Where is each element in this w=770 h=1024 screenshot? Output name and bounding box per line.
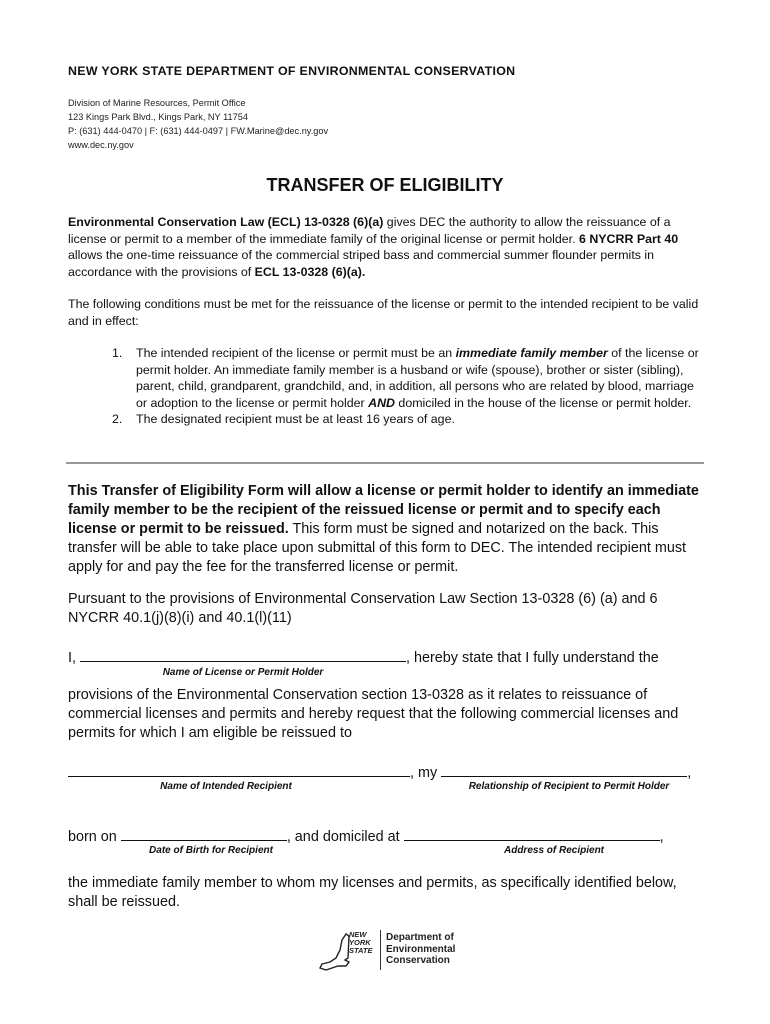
- statement-text: , hereby state that I fully understand the: [406, 650, 659, 666]
- recipient-name-caption: Name of Intended Recipient: [160, 781, 292, 792]
- comma-text: ,: [659, 829, 664, 845]
- conditions-list: [108, 345, 708, 428]
- recipient-line: [68, 763, 708, 783]
- address-line: 123 Kings Park Blvd., Kings Park, NY 11754: [68, 112, 248, 122]
- form-lead-paragraph: [68, 482, 708, 577]
- dept-word: Conservation: [386, 955, 450, 966]
- state-word: NEW: [349, 930, 367, 939]
- list-text: The designated recipient must be at least 16 years of age.: [136, 412, 455, 426]
- form-lead-text: This form must be signed and notarized on the back. This transfer will be able to take place upon submittal of this form to DEC. The intended recipient must apply for and pay the fee for the transferred license or permit.: [68, 521, 687, 575]
- state-word: YORK: [349, 938, 371, 947]
- holder-name-field[interactable]: [80, 648, 406, 662]
- holder-name-caption: Name of License or Permit Holder: [162, 667, 324, 678]
- section-divider: [66, 462, 704, 464]
- page-title: TRANSFER OF ELIGIBILITY: [266, 175, 504, 195]
- recipient-name-field[interactable]: [68, 763, 410, 777]
- conditions-paragraph: The following conditions must be met for the reissuance of the license or permit to the intended recipient to be valid and in effect:: [68, 297, 699, 328]
- dob-caption: Date of Birth for Recipient: [149, 845, 273, 856]
- division-line: Division of Marine Resources, Permit Office: [68, 98, 246, 108]
- dept-word: Environmental: [386, 943, 456, 955]
- list-emphasis: AND: [368, 395, 395, 410]
- intro-text-1: gives DEC the authority to allow the reissuance of a license or permit to a member of the immediate family of the original license or permit holder.: [68, 215, 671, 246]
- contact-line: P: (631) 444-0470 | F: (631) 444-0497 | FW.Marine@dec.ny.gov: [68, 126, 329, 136]
- relationship-caption: Relationship of Recipient to Permit Holder: [468, 781, 670, 792]
- list-text: domiciled in the house of the license or permit holder.: [394, 395, 692, 410]
- relationship-field[interactable]: [441, 763, 687, 777]
- office-info: [68, 96, 328, 152]
- logo-divider: [380, 930, 381, 970]
- website-line: www.dec.ny.gov: [68, 140, 134, 150]
- list-item: [108, 411, 708, 428]
- birth-domicile-line: [68, 827, 708, 847]
- new-york-state-outline-icon: [316, 928, 350, 972]
- comma-text: ,: [687, 765, 692, 781]
- list-number: 2.: [112, 412, 123, 426]
- nycrr-citation: 6 NYCRR Part 40: [579, 231, 679, 246]
- address-field[interactable]: [404, 827, 660, 841]
- form-lead-bold: This Transfer of Eligibility Form will allow a license or permit holder to identify an immediate family member to be the recipient of the reissued license or permit and to specify each license or permit to be reissued.: [68, 483, 699, 537]
- domiciled-text: , and domiciled at: [286, 829, 400, 845]
- i-prefix: I,: [68, 650, 76, 666]
- pursuant-paragraph: Pursuant to the provisions of Environmental Conservation Law Section 13-0328 (6) (a) and 6 NYCRR 40.1(j)(8)(i) and 40.1(l)(11): [68, 591, 658, 626]
- dept-wordmark: [386, 932, 455, 967]
- closing-paragraph: the immediate family member to whom my licenses and permits, as specifically identified below, shall be reissued.: [68, 875, 677, 910]
- holder-statement: [68, 648, 708, 668]
- list-item: [108, 345, 708, 411]
- list-text: of the license or permit holder. An immediate family member is a husband or wife (spouse), brother or sister (sibling), parent, child, grandparent, grandchild, and, in addition, all persons who are related by blood, marriage or adoption to the license or permit holder: [136, 346, 699, 410]
- my-text: , my: [410, 765, 438, 781]
- nys-dec-logo: [316, 928, 466, 974]
- address-caption: Address of Recipient: [503, 845, 605, 856]
- intro-paragraph: [68, 214, 708, 280]
- list-emphasis: immediate family member: [455, 346, 608, 360]
- ecl-citation: Environmental Conservation Law (ECL) 13-0328 (6)(a): [68, 215, 384, 229]
- dept-word: Department of: [386, 932, 454, 943]
- state-wordmark: [349, 931, 372, 955]
- list-text: The intended recipient of the license or permit must be an: [136, 346, 456, 360]
- agency-name: NEW YORK STATE DEPARTMENT OF ENVIRONMENTAL CONSERVATION: [68, 64, 516, 78]
- dob-field[interactable]: [121, 827, 287, 841]
- born-on-text: born on: [68, 829, 117, 845]
- intro-text-2: allows the one-time reissuance of the commercial striped bass and commercial summer flounder permits in accordance with the provisions of: [68, 248, 655, 279]
- list-number: 1.: [112, 346, 123, 360]
- state-word: STATE: [349, 946, 373, 955]
- provisions-paragraph: provisions of the Environmental Conservation section 13-0328 as it relates to reissuance of commercial licenses and permits and hereby request that the following commercial licenses and permits for which I am eligible be reissued to: [68, 687, 679, 741]
- ecl-citation-2: ECL 13-0328 (6)(a).: [254, 264, 366, 279]
